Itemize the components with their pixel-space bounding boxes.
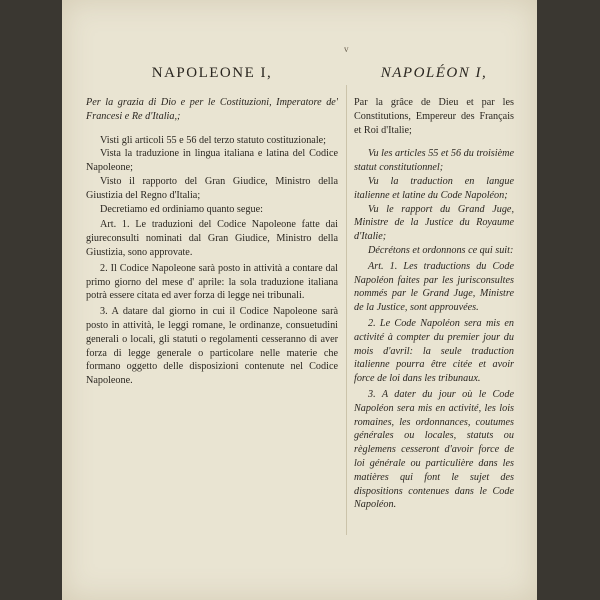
document-page — [62, 0, 537, 600]
italian-article-2: 2. Il Codice Napoleone sarà posto in attività a contare dal primo giorno del mese d' aprile: la sola traduzione italiana potrà essere citata ed aver forza di legge nei tribunali. — [86, 262, 338, 302]
italian-paragraph-4: Decretiamo ed ordiniamo quanto segue: — [100, 203, 263, 215]
french-article-1: Art. 1. Les traductions du Code Napoléon faites par les jurisconsultes nommés par le Grand Juge, Ministre de la Justice, sont approuvées. — [354, 260, 514, 314]
italian-article-1: Art. 1. Le traduzioni del Codice Napoleone fatte dai giureconsulti nominati dal Gran Giudice, Ministro della Giustizia, sono approvate. — [86, 219, 338, 258]
column-divider — [346, 85, 347, 535]
french-paragraph-1: Vu les articles 55 et 56 du troisième statut constitutionnel; — [354, 148, 514, 174]
italian-article-3: 3. A datare dal giorno in cui il Codice Napoleone sarà posto in attività, le leggi romane, le ordinanze, consuetudini generali o locali, gli statuti o regolamenti cesseranno di aver forza di legge generale o particolare nelle materie che formano oggetto delle disposizioni contenute nel Codice Napoleone. — [86, 306, 338, 387]
french-paragraph-3: Vu le rapport du Grand Juge, Ministre de la Justice du Royaume d'Italie; — [354, 203, 514, 243]
french-paragraph-2: Vu la traduction en langue italienne et latine du Code Napoléon; — [354, 175, 514, 201]
french-paragraph-4: Décrétons et ordonnons ce qui suit: — [368, 244, 514, 256]
french-heading: NAPOLÉON I, — [380, 65, 488, 81]
italian-paragraph-2: Vista la traduzione in lingua italiana e latina del Codice Napoleone; — [86, 148, 338, 174]
french-article-3: 3. A dater du jour où le Code Napoléon sera mis en activité, les lois romaines, les ordonnances, coutumes générales ou locales, statuts ou règlemens cesseront d'avoir force de loi générale ou particulière dans les matières qui font le sujet des dispositions contenues dans le Code Napoléon. — [354, 388, 514, 511]
page-mark: v — [344, 44, 349, 54]
italian-paragraph-3: Visto il rapporto del Gran Giudice, Ministro della Giustizia del Regno d'Italia; — [86, 175, 338, 201]
french-preamble: Par la grâce de Dieu et par les Constitutions, Empereur des Français et Roi d'Italie; — [354, 97, 514, 136]
italian-preamble: Per la grazia di Dio e per le Costituzioni, Imperatore de' Francesi e Re d'Italia,; — [86, 97, 338, 122]
french-article-2: 2. Le Code Napoléon sera mis en activité à compter du premier jour du mois d'avril: la seule traduction italienne pourra être citée et avoir force de loi dans les tribunaux. — [354, 317, 514, 385]
italian-column — [86, 64, 338, 388]
italian-heading: NAPOLEONE I, — [151, 65, 273, 81]
italian-paragraph-1: Visti gli articoli 55 e 56 del terzo statuto costituzionale; — [100, 134, 327, 146]
french-column — [354, 64, 514, 512]
